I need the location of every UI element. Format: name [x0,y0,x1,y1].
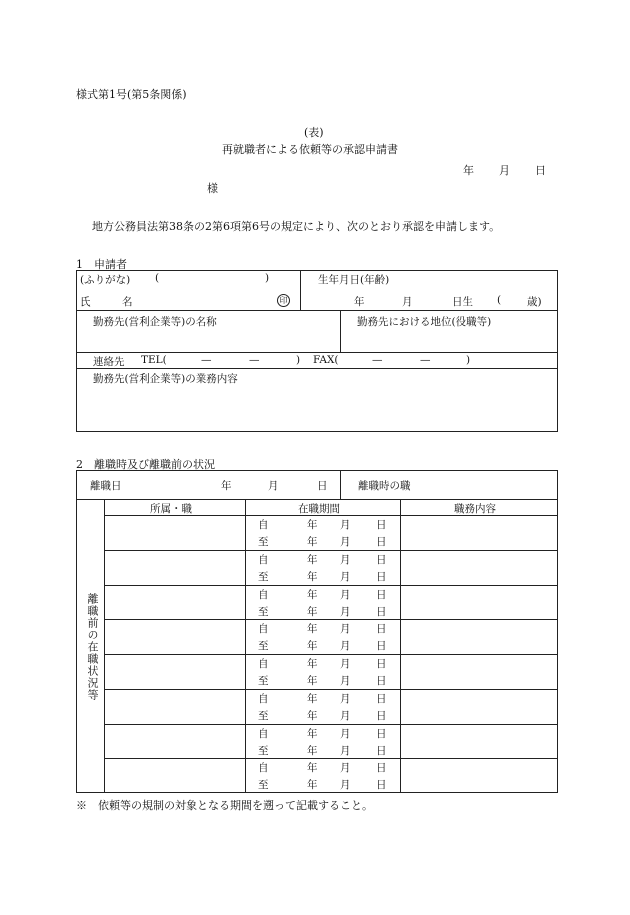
period-to-to: 至 [258,570,269,583]
name-label: 氏 名 [80,296,133,308]
row-divider [104,585,558,586]
column-duties: 職務内容 [454,503,496,515]
date-day-label: 日 [535,164,546,177]
period-from-day: 日 [376,727,387,740]
period-to-year: 年 [307,570,318,583]
tel-label: TEL( [141,354,167,366]
furigana-open: ( [155,272,160,284]
period-to-to: 至 [258,744,269,757]
row-divider [104,689,558,690]
period-to-to: 至 [258,605,269,618]
column-affiliation: 所属・職 [150,503,192,515]
tel-close: ) [296,354,301,366]
birth-day-label: 日生 [452,296,473,308]
period-from-month: 月 [340,519,351,531]
form-side-label: (表) [304,126,324,139]
period-from-day: 日 [376,692,387,705]
period-to-year: 年 [307,536,318,548]
period-from-year: 年 [307,658,318,670]
period-from-from: 自 [258,692,269,705]
tel-dash-2: — [249,354,260,366]
section1-heading: 1 申請者 [76,258,127,271]
period-from-from: 自 [258,727,269,740]
period-to-month: 月 [340,709,351,722]
period-to-day: 日 [376,570,387,583]
application-statement: 地方公務員法第38条の2第6項第6号の規定により、次のとおり承認を申請します。 [92,220,501,233]
period-to-month: 月 [340,744,351,757]
period-from-day: 日 [376,762,387,775]
prior-employment-side-label: 離職前の在職状況等 [86,593,99,701]
period-from-month: 月 [340,623,351,636]
period-to-to: 至 [258,779,269,792]
period-from-month: 月 [340,692,351,705]
age-open: ( [497,294,502,306]
period-to-day: 日 [376,536,387,548]
period-from-day: 日 [376,658,387,670]
period-to-month: 月 [340,640,351,653]
period-to-month: 月 [340,675,351,687]
retirement-date-label: 離職日 [90,480,122,492]
period-from-year: 年 [307,588,318,601]
period-from-from: 自 [258,623,269,636]
applicant-table [76,270,558,432]
form-number: 様式第1号(第5条関係) [76,88,187,101]
retirement-month-label: 月 [268,480,279,492]
employer-position-label: 勤務先における地位(役職等) [357,316,492,328]
contact-label: 連絡先 [93,356,125,368]
column-period: 在職期間 [298,503,340,515]
furigana-label: (ふりがな) [80,274,131,286]
section2-heading: 2 離職時及び離職前の状況 [76,458,215,471]
tel-dash-1: — [201,354,212,366]
retirement-year-label: 年 [221,480,232,492]
period-to-year: 年 [307,744,318,757]
row-divider [104,550,558,551]
period-from-year: 年 [307,553,318,566]
period-from-year: 年 [307,623,318,636]
fax-close: ) [466,354,471,366]
birth-date-label: 生年月日(年齢) [318,274,390,286]
period-to-to: 至 [258,709,269,722]
period-to-to: 至 [258,536,269,548]
period-to-day: 日 [376,779,387,792]
period-to-day: 日 [376,675,387,687]
business-content-label: 勤務先(営利企業等)の業務内容 [93,373,238,385]
period-to-month: 月 [340,605,351,618]
period-to-year: 年 [307,675,318,687]
page-title: 再就職者による依頼等の承認申請書 [222,143,398,156]
period-from-month: 月 [340,588,351,601]
row-divider [104,654,558,655]
period-to-year: 年 [307,640,318,653]
fax-label: FAX( [313,354,339,366]
period-to-month: 月 [340,779,351,792]
period-from-month: 月 [340,727,351,740]
period-to-to: 至 [258,675,269,687]
period-to-to: 至 [258,640,269,653]
birth-year-label: 年 [354,296,365,308]
period-from-day: 日 [376,623,387,636]
period-from-month: 月 [340,658,351,670]
period-from-year: 年 [307,519,318,531]
period-from-day: 日 [376,553,387,566]
period-to-day: 日 [376,605,387,618]
row-divider [104,619,558,620]
period-from-day: 日 [376,588,387,601]
retirement-day-label: 日 [317,480,328,492]
date-month-label: 月 [499,164,510,177]
period-to-year: 年 [307,605,318,618]
period-from-from: 自 [258,519,269,531]
period-from-from: 自 [258,553,269,566]
period-from-from: 自 [258,588,269,601]
footnote: ※ 依頼等の規制の対象となる期間を遡って記載すること。 [76,799,373,812]
furigana-close: ) [265,272,270,284]
fax-dash-1: — [372,354,383,366]
addressee-suffix: 様 [207,182,218,195]
period-from-from: 自 [258,762,269,775]
period-from-from: 自 [258,658,269,670]
period-to-day: 日 [376,709,387,722]
row-divider [104,724,558,725]
period-from-year: 年 [307,727,318,740]
period-from-month: 月 [340,762,351,775]
period-from-year: 年 [307,762,318,775]
period-to-day: 日 [376,744,387,757]
date-year-label: 年 [463,164,474,177]
period-to-day: 日 [376,640,387,653]
period-from-day: 日 [376,519,387,531]
period-to-month: 月 [340,536,351,548]
age-unit: 歳) [527,296,542,308]
row-divider [104,758,558,759]
employer-name-label: 勤務先(営利企業等)の名称 [93,316,217,328]
birth-month-label: 月 [402,296,413,308]
period-to-year: 年 [307,709,318,722]
fax-dash-2: — [420,354,431,366]
period-from-month: 月 [340,553,351,566]
seal-mark: 印 [277,294,290,307]
retirement-post-label: 離職時の職 [358,480,411,492]
period-to-month: 月 [340,570,351,583]
period-to-year: 年 [307,779,318,792]
period-from-year: 年 [307,692,318,705]
